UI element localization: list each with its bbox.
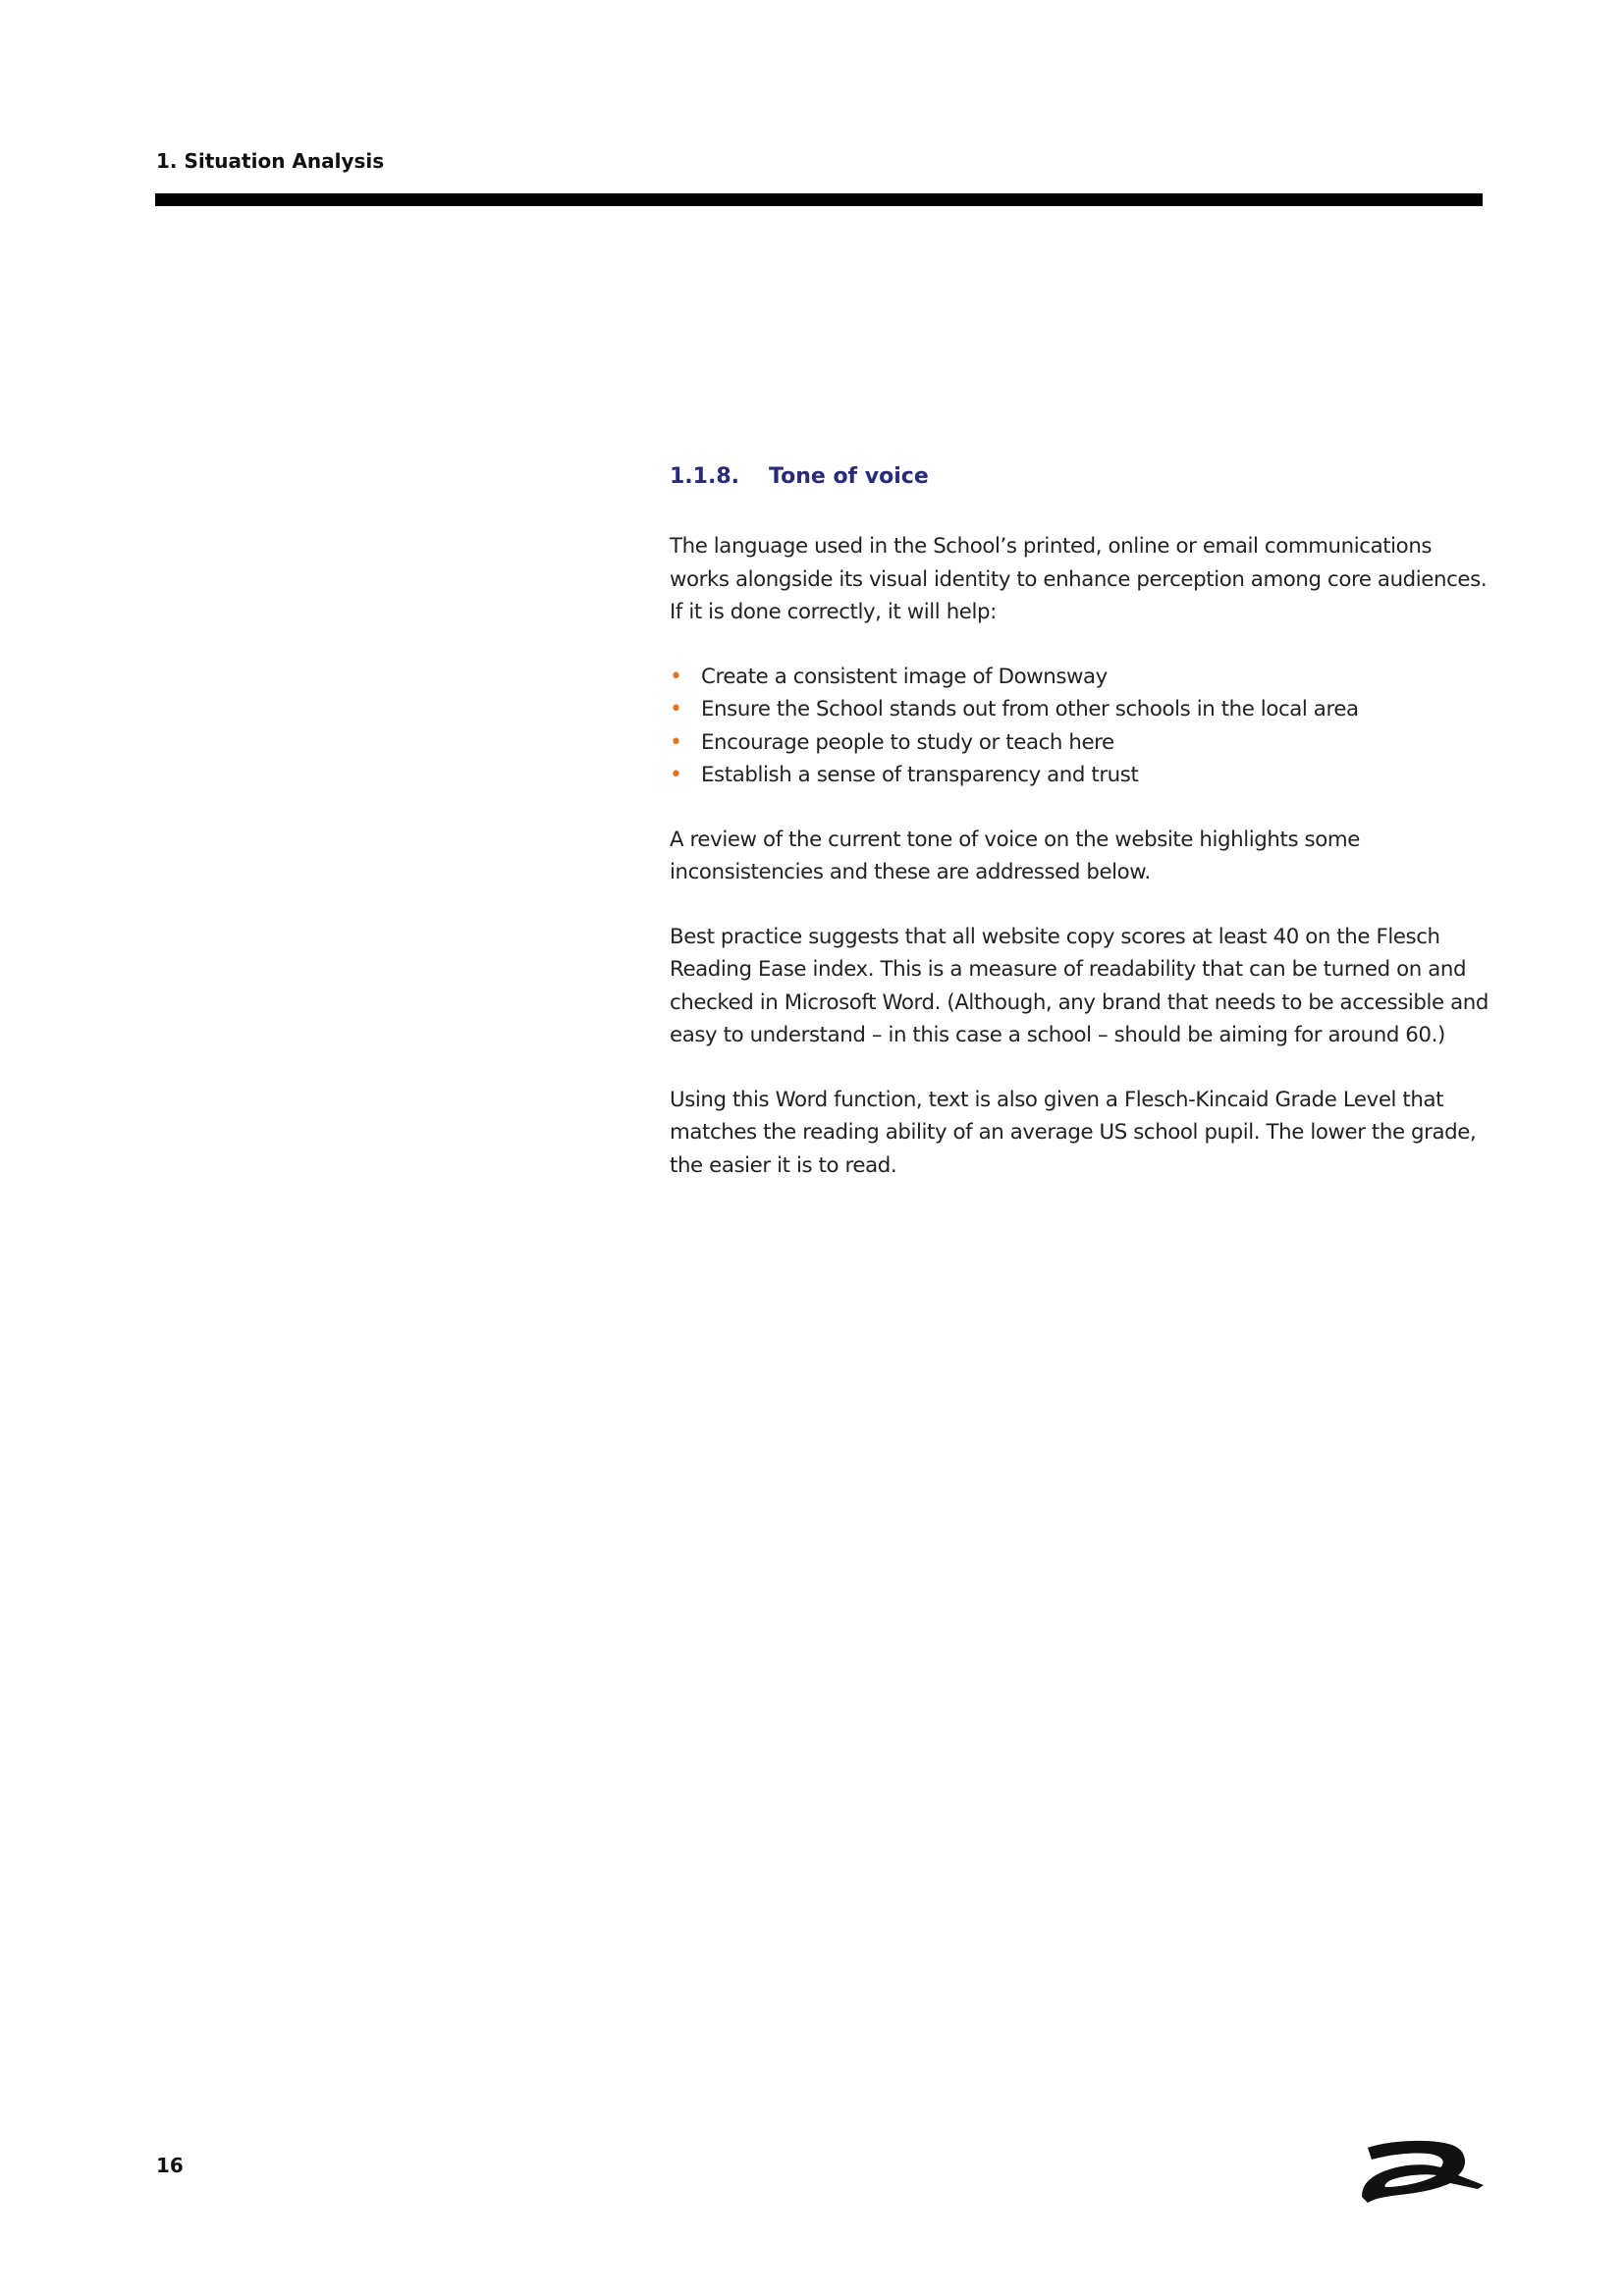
- best-practice-line: checked in Microsoft Word. (Although, any brand that needs to be accessible and: [670, 989, 1489, 1015]
- best-practice-line: easy to understand – in this case a school – should be aiming for around 60.): [670, 1023, 1445, 1047]
- word-function-line: matches the reading ability of an average US school pupil. The lower the grade,: [670, 1120, 1477, 1145]
- review-line: inconsistencies and these are addressed below.: [670, 860, 1151, 884]
- word-function-paragraph: [670, 1084, 1494, 1183]
- header-rule: [155, 193, 1483, 206]
- review-line: A review of the current tone of voice on the website highlights some: [670, 827, 1360, 852]
- word-function-line: the easier it is to read.: [670, 1152, 897, 1178]
- best-practice-line: Reading Ease index. This is a measure of readability that can be turned on and: [670, 957, 1467, 982]
- list-item: [670, 759, 1494, 792]
- list-item-text: Encourage people to study or teach here: [701, 729, 1114, 755]
- main-content: [670, 457, 1494, 1213]
- section-heading: [670, 457, 1494, 497]
- running-header: 1. Situation Analysis: [156, 149, 385, 173]
- word-function-line: Using this Word function, text is also given a Flesch-Kincaid Grade Level that: [670, 1087, 1444, 1112]
- list-item-text: Establish a sense of transparency and trust: [701, 763, 1139, 787]
- school-logo-icon: [1360, 2138, 1486, 2209]
- list-item-text: Create a consistent image of Downsway: [701, 664, 1108, 689]
- intro-line: If it is done correctly, it will help:: [670, 600, 997, 624]
- best-practice-paragraph: [670, 921, 1494, 1052]
- list-item: [670, 661, 1494, 694]
- list-item-text: Ensure the School stands out from other schools in the local area: [701, 697, 1359, 721]
- list-item: [670, 693, 1494, 726]
- section-title: Tone of voice: [769, 464, 929, 489]
- list-item: [670, 726, 1494, 760]
- intro-line: The language used in the School’s printed, online or email communications: [670, 534, 1433, 559]
- page-number: 16: [156, 2154, 184, 2177]
- benefits-list: [670, 661, 1494, 792]
- bullet-icon: •: [670, 697, 682, 721]
- section-number: 1.1.8.: [670, 464, 739, 489]
- bullet-icon: •: [670, 664, 682, 689]
- best-practice-line: Best practice suggests that all website copy scores at least 40 on the Flesch: [670, 924, 1440, 949]
- intro-line: works alongside its visual identity to enhance perception among core audiences.: [670, 566, 1488, 592]
- bullet-icon: •: [670, 763, 682, 787]
- intro-paragraph: [670, 530, 1494, 629]
- bullet-icon: •: [670, 729, 682, 755]
- review-paragraph: [670, 824, 1494, 889]
